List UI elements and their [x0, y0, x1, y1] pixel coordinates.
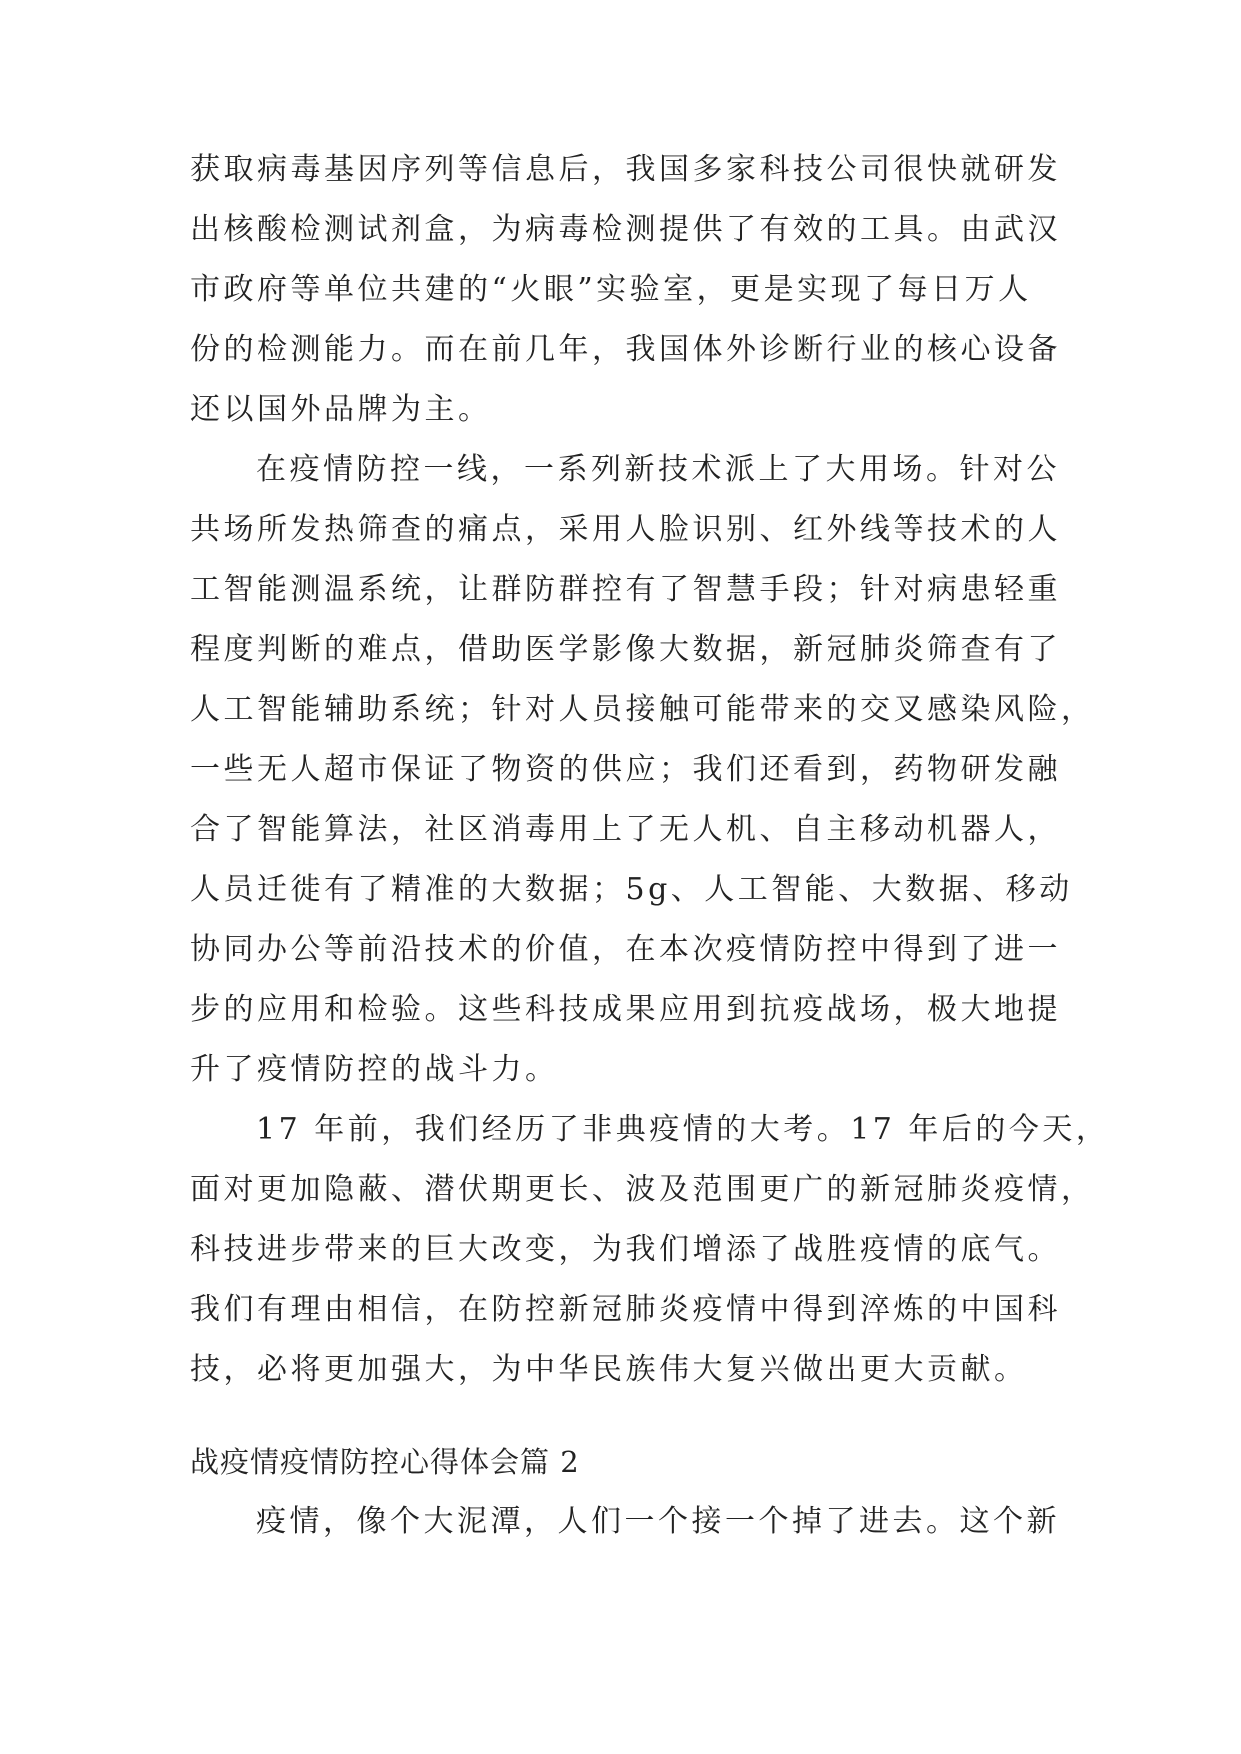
- paragraph-3-line-4: 我们有理由相信，在防控新冠肺炎疫情中得到淬炼的中国科: [190, 1292, 1061, 1327]
- paragraph-3-line-2: 面对更加隐蔽、潜伏期更长、波及范围更广的新冠肺炎疫情，: [190, 1172, 1095, 1207]
- paragraph-2-line-3: 工智能测温系统，让群防群控有了智慧手段；针对病患轻重: [190, 572, 1061, 607]
- paragraph-2-line-7: 合了智能算法，社区消毒用上了无人机、自主移动机器人，: [190, 812, 1061, 847]
- paragraph-3-line-5: 技，必将更加强大，为中华民族伟大复兴做出更大贡献。: [190, 1352, 1028, 1387]
- paragraph-2-line-10: 步的应用和检验。这些科技成果应用到抗疫战场，极大地提: [190, 992, 1061, 1027]
- paragraph-2-line-11: 升了疫情防控的战斗力。: [190, 1052, 559, 1087]
- paragraph-2-line-9: 协同办公等前沿技术的价值，在本次疫情防控中得到了进一: [190, 932, 1061, 967]
- paragraph-1-line-2: 出核酸检测试剂盒，为病毒检测提供了有效的工具。由武汉: [190, 212, 1061, 247]
- paragraph-3-line-1: 17 年前，我们经历了非典疫情的大考。17 年后的今天，: [256, 1112, 1110, 1147]
- section-heading: 战疫情疫情防控心得体会篇 2: [190, 1445, 580, 1479]
- paragraph-2-line-8: 人员迁徙有了精准的大数据；5g、人工智能、大数据、移动: [190, 872, 1073, 907]
- paragraph-2-line-2: 共场所发热筛查的痛点，采用人脸识别、红外线等技术的人: [190, 512, 1061, 547]
- paragraph-2-line-1: 在疫情防控一线，一系列新技术派上了大用场。针对公: [256, 452, 1060, 487]
- paragraph-4-line-1: 疫情，像个大泥潭，人们一个接一个掉了进去。这个新: [256, 1504, 1060, 1539]
- paragraph-1-line-3: 市政府等单位共建的“火眼”实验室，更是实现了每日万人: [190, 272, 1032, 307]
- paragraph-1-line-4: 份的检测能力。而在前几年，我国体外诊断行业的核心设备: [190, 332, 1061, 367]
- paragraph-2-line-4: 程度判断的难点，借助医学影像大数据，新冠肺炎筛查有了: [190, 632, 1061, 667]
- paragraph-2-line-6: 一些无人超市保证了物资的供应；我们还看到，药物研发融: [190, 752, 1061, 787]
- paragraph-1-line-1: 获取病毒基因序列等信息后，我国多家科技公司很快就研发: [190, 152, 1061, 187]
- paragraph-1-line-5: 还以国外品牌为主。: [190, 392, 492, 427]
- paragraph-2-line-5: 人工智能辅助系统；针对人员接触可能带来的交叉感染风险，: [190, 692, 1095, 727]
- paragraph-3-line-3: 科技进步带来的巨大改变，为我们增添了战胜疫情的底气。: [190, 1232, 1061, 1267]
